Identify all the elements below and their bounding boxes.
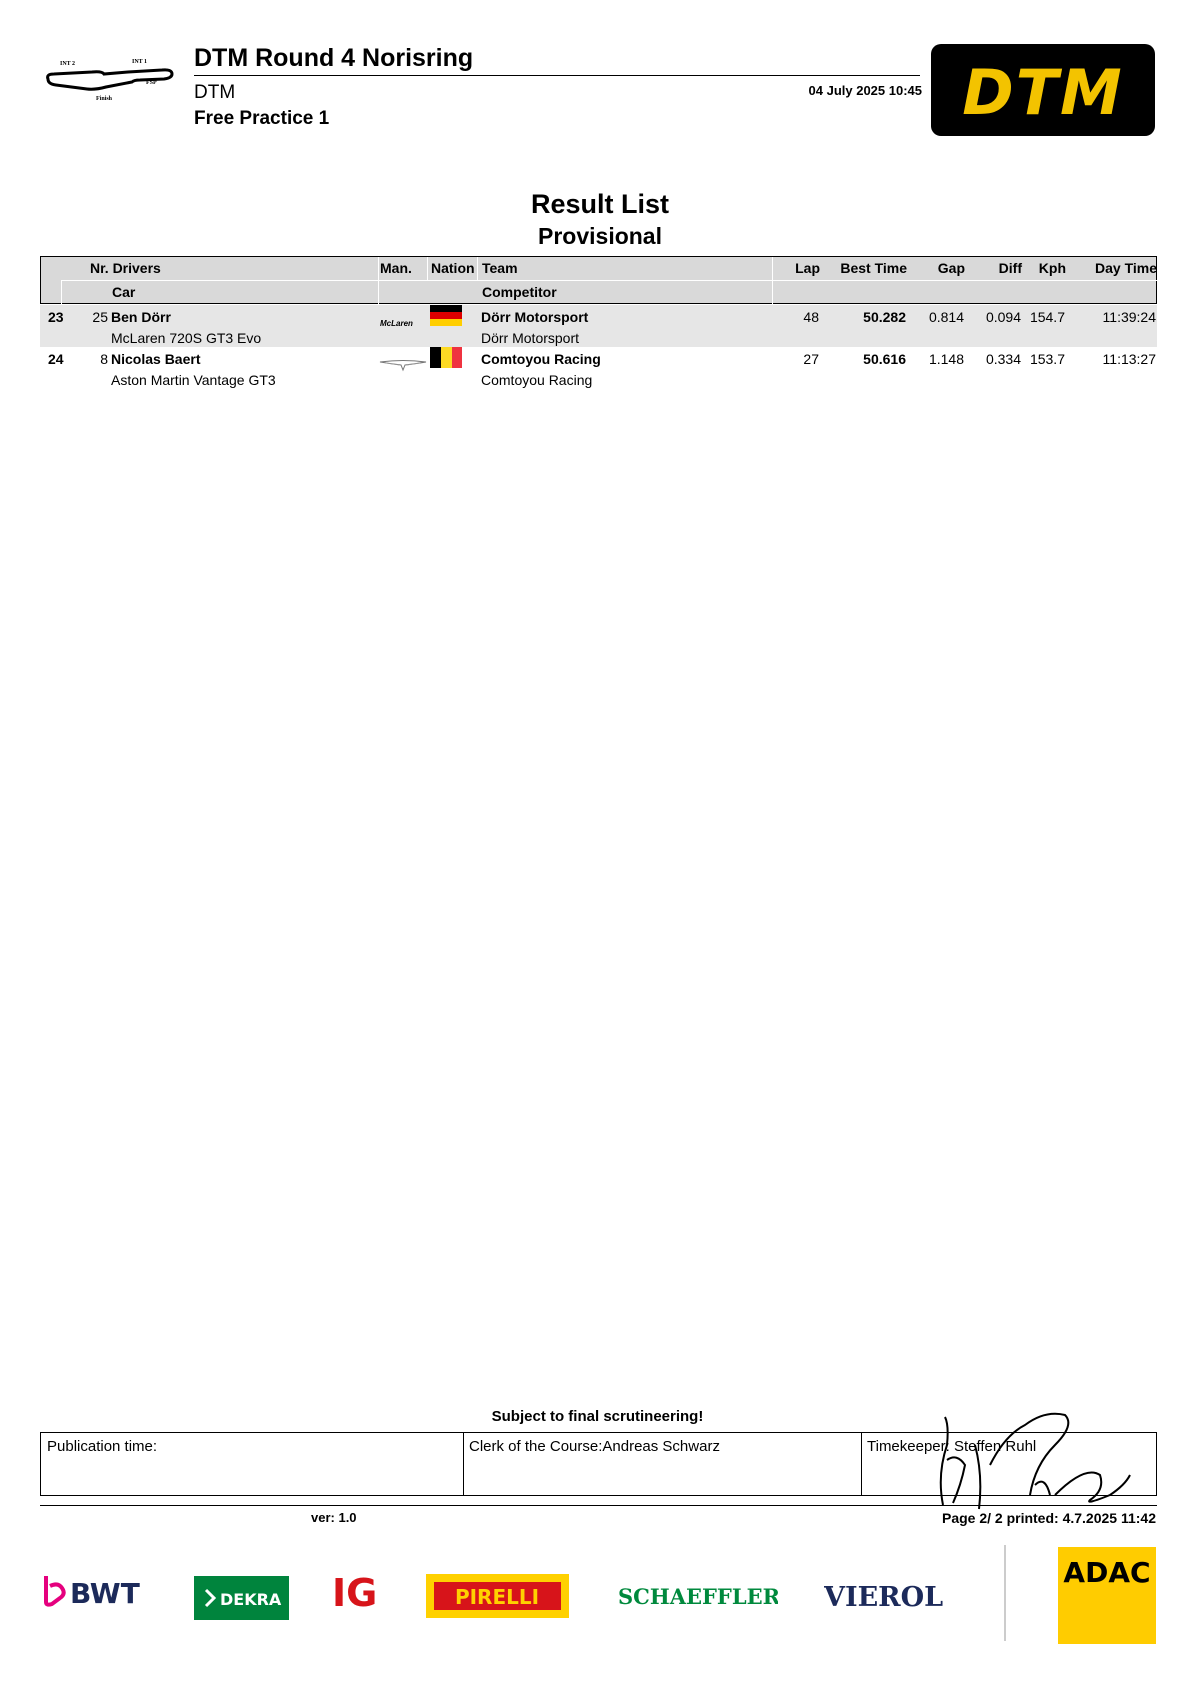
timekeeper: Timekeeper: Steffen Ruhl — [867, 1438, 1037, 1455]
event-title: DTM Round 4 Norisring — [194, 44, 474, 72]
dtm-logo — [931, 44, 1155, 136]
car-model: Aston Martin Vantage GT3 — [111, 372, 276, 388]
header-separator — [477, 257, 478, 281]
dekra-logo — [194, 1576, 289, 1620]
table-header — [40, 256, 1157, 304]
car-model: McLaren 720S GT3 Evo — [111, 330, 262, 346]
col-car: Car — [112, 284, 136, 300]
header-separator — [61, 280, 1157, 281]
diff: 0.334 — [985, 351, 1021, 367]
adac-logo-text: ADAC — [1063, 1556, 1151, 1589]
title-rule — [194, 75, 920, 76]
ig-logo — [330, 1568, 390, 1616]
bwt-logo-text: BWT — [70, 1577, 140, 1610]
signature-separator — [463, 1433, 464, 1496]
vierol-logo — [824, 1576, 964, 1616]
session-name: Free Practice 1 — [194, 108, 330, 129]
track-label-int2: INT 2 — [60, 61, 76, 67]
publication-time: Publication time: — [47, 1438, 158, 1455]
track-map-icon — [40, 52, 180, 107]
report-subtitle: Provisional — [538, 223, 662, 249]
header-separator — [427, 257, 428, 281]
col-competitor: Competitor — [482, 284, 557, 300]
col-team: Team — [482, 260, 518, 276]
position: 23 — [48, 309, 64, 325]
team-name: Dörr Motorsport — [481, 309, 589, 325]
col-nation: Nation — [431, 260, 475, 276]
driver-name: Nicolas Baert — [111, 351, 201, 367]
table-row — [40, 347, 1157, 389]
germany-flag-icon — [430, 305, 462, 326]
scrutineering-note: Subject to final scrutineering! — [491, 1408, 704, 1425]
track-label-finish: Finish — [96, 96, 113, 102]
vierol-logo-text: VIEROL — [824, 1582, 944, 1613]
aston-martin-wings-icon — [378, 358, 428, 372]
competitor-name: Comtoyou Racing — [481, 372, 593, 388]
schaeffler-logo-text: SCHAEFFLER — [618, 1584, 778, 1609]
lap-count: 48 — [803, 309, 819, 325]
ig-logo-text: IG — [332, 1571, 378, 1615]
car-number: 25 — [92, 309, 108, 325]
kph: 153.7 — [1029, 351, 1065, 367]
document-date: 04 July 2025 10:45 — [808, 83, 922, 98]
report-title: Result List — [530, 189, 670, 219]
series-name: DTM — [194, 82, 236, 103]
pirelli-logo-text: PIRELLI — [454, 1585, 540, 1609]
col-manufacturer: Man. — [380, 260, 412, 276]
competitor-name: Dörr Motorsport — [481, 330, 580, 346]
page-info: Page 2/ 2 printed: 4.7.2025 11:42 — [941, 1510, 1156, 1526]
track-label-fsp: FSP — [146, 80, 157, 86]
schaeffler-logo — [618, 1578, 778, 1614]
gap: 1.148 — [928, 351, 964, 367]
mclaren-logo: McLaren — [380, 319, 413, 328]
dtm-logo-text: DTM — [962, 56, 1124, 129]
day-time: 11:39:24 — [1102, 309, 1156, 325]
col-lap: Lap — [795, 260, 820, 276]
day-time: 11:13:27 — [1102, 351, 1156, 367]
signature-separator — [861, 1433, 862, 1496]
car-number: 8 — [100, 351, 108, 367]
driver-name: Ben Dörr — [111, 309, 171, 325]
best-time: 50.616 — [863, 351, 906, 367]
position: 24 — [48, 351, 64, 367]
col-kph: Kph — [1038, 260, 1066, 276]
col-diff: Diff — [998, 260, 1022, 276]
footer-rule — [40, 1505, 1157, 1506]
col-nr-drivers: Nr. Drivers — [90, 260, 161, 276]
col-day-time: Day Time — [1095, 260, 1157, 276]
track-label-int1: INT 1 — [132, 59, 148, 65]
belgium-flag-icon — [430, 347, 462, 368]
gap: 0.814 — [928, 309, 964, 325]
adac-logo — [1058, 1547, 1156, 1644]
diff: 0.094 — [985, 309, 1021, 325]
team-name: Comtoyou Racing — [481, 351, 601, 367]
best-time: 50.282 — [863, 309, 906, 325]
pirelli-logo — [426, 1574, 569, 1618]
clerk-of-course: Clerk of the Course:Andreas Schwarz — [469, 1438, 720, 1455]
col-gap: Gap — [937, 260, 965, 276]
table-row — [40, 305, 1157, 347]
version: ver: 1.0 — [311, 1510, 357, 1525]
col-best-time: Best Time — [840, 260, 907, 276]
dekra-logo-text: DEKRA — [220, 1590, 282, 1609]
handwritten-signature — [935, 1405, 1135, 1515]
header-separator — [61, 281, 62, 304]
sponsor-separator — [1004, 1545, 1006, 1641]
kph: 154.7 — [1029, 309, 1065, 325]
lap-count: 27 — [803, 351, 819, 367]
bwt-logo — [40, 1568, 150, 1612]
